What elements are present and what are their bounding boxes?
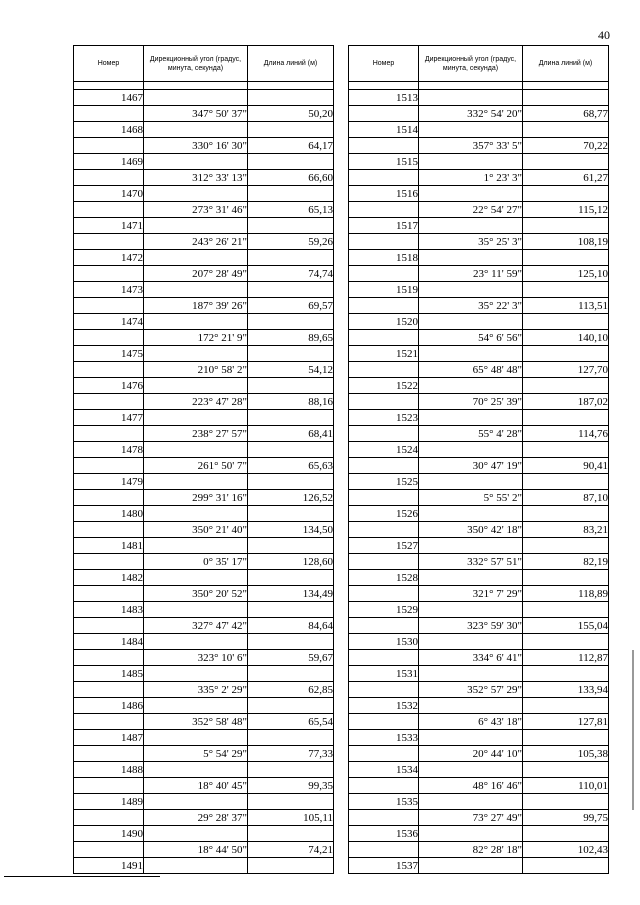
direction-angle: 5° 54' 29" xyxy=(144,746,248,762)
direction-angle: 48° 16' 46" xyxy=(419,778,523,794)
direction-angle: 223° 47' 28" xyxy=(144,394,248,410)
point-row xyxy=(349,442,609,458)
point-number: 1485 xyxy=(74,666,144,682)
line-length: 74,74 xyxy=(248,266,334,282)
direction-angle: 352° 58' 48" xyxy=(144,714,248,730)
line-length: 89,65 xyxy=(248,330,334,346)
direction-angle: 35° 25' 3" xyxy=(419,234,523,250)
point-row xyxy=(349,122,609,138)
direction-angle: 23° 11' 59" xyxy=(419,266,523,282)
line-length: 105,11 xyxy=(248,810,334,826)
segment-row xyxy=(74,234,334,250)
point-row xyxy=(349,474,609,490)
direction-angle: 350° 20' 52" xyxy=(144,586,248,602)
point-row xyxy=(349,666,609,682)
direction-angle: 30° 47' 19" xyxy=(419,458,523,474)
direction-angle: 238° 27' 57" xyxy=(144,426,248,442)
segment-row xyxy=(74,426,334,442)
point-number: 1517 xyxy=(349,218,419,234)
line-length: 133,94 xyxy=(523,682,609,698)
point-row xyxy=(349,602,609,618)
segment-row xyxy=(74,746,334,762)
point-number: 1525 xyxy=(349,474,419,490)
line-length: 69,57 xyxy=(248,298,334,314)
line-length: 112,87 xyxy=(523,650,609,666)
line-length: 88,16 xyxy=(248,394,334,410)
point-row xyxy=(74,186,334,202)
point-row xyxy=(74,698,334,714)
header-number: Номер xyxy=(74,46,144,82)
point-row xyxy=(74,666,334,682)
line-length: 61,27 xyxy=(523,170,609,186)
direction-angle: 327° 47' 42" xyxy=(144,618,248,634)
segment-row xyxy=(349,810,609,826)
direction-angle: 55° 4' 28" xyxy=(419,426,523,442)
segment-row xyxy=(74,554,334,570)
line-length: 128,60 xyxy=(248,554,334,570)
segment-row xyxy=(349,490,609,506)
point-row xyxy=(74,634,334,650)
footer-rule xyxy=(4,876,160,877)
point-number: 1524 xyxy=(349,442,419,458)
direction-angle: 261° 50' 7" xyxy=(144,458,248,474)
line-length: 82,19 xyxy=(523,554,609,570)
coordinates-table-right xyxy=(348,45,609,874)
spacer-row xyxy=(74,82,334,90)
point-row xyxy=(349,826,609,842)
segment-row xyxy=(74,202,334,218)
point-number: 1531 xyxy=(349,666,419,682)
segment-row xyxy=(349,298,609,314)
header-length: Длина линий (м) xyxy=(523,46,609,82)
direction-angle: 54° 6' 56" xyxy=(419,330,523,346)
point-number: 1480 xyxy=(74,506,144,522)
point-row xyxy=(349,570,609,586)
segment-row xyxy=(74,170,334,186)
line-length: 127,81 xyxy=(523,714,609,730)
line-length: 99,75 xyxy=(523,810,609,826)
line-length: 187,02 xyxy=(523,394,609,410)
point-number: 1519 xyxy=(349,282,419,298)
direction-angle: 330° 16' 30" xyxy=(144,138,248,154)
table-body-right xyxy=(349,82,609,874)
segment-row xyxy=(349,138,609,154)
point-row xyxy=(349,538,609,554)
line-length: 90,41 xyxy=(523,458,609,474)
segment-row xyxy=(74,618,334,634)
point-row xyxy=(74,378,334,394)
segment-row xyxy=(74,778,334,794)
point-number: 1530 xyxy=(349,634,419,650)
line-length: 125,10 xyxy=(523,266,609,282)
direction-angle: 70° 25' 39" xyxy=(419,394,523,410)
line-length: 65,63 xyxy=(248,458,334,474)
point-row xyxy=(349,698,609,714)
point-number: 1469 xyxy=(74,154,144,170)
point-row xyxy=(74,314,334,330)
direction-angle: 73° 27' 49" xyxy=(419,810,523,826)
segment-row xyxy=(349,106,609,122)
point-number: 1523 xyxy=(349,410,419,426)
direction-angle: 352° 57' 29" xyxy=(419,682,523,698)
segment-row xyxy=(74,682,334,698)
line-length: 84,64 xyxy=(248,618,334,634)
line-length: 87,10 xyxy=(523,490,609,506)
line-length: 127,70 xyxy=(523,362,609,378)
segment-row xyxy=(74,842,334,858)
point-number: 1527 xyxy=(349,538,419,554)
table-body-left xyxy=(74,82,334,874)
point-number: 1484 xyxy=(74,634,144,650)
point-row xyxy=(349,506,609,522)
direction-angle: 357° 33' 5" xyxy=(419,138,523,154)
segment-row xyxy=(74,362,334,378)
direction-angle: 332° 54' 20" xyxy=(419,106,523,122)
point-row xyxy=(74,346,334,362)
point-number: 1472 xyxy=(74,250,144,266)
line-length: 114,76 xyxy=(523,426,609,442)
segment-row xyxy=(74,586,334,602)
point-number: 1522 xyxy=(349,378,419,394)
line-length: 155,04 xyxy=(523,618,609,634)
direction-angle: 312° 33' 13" xyxy=(144,170,248,186)
point-number: 1535 xyxy=(349,794,419,810)
scan-edge-mark xyxy=(632,650,634,810)
line-length: 115,12 xyxy=(523,202,609,218)
line-length: 126,52 xyxy=(248,490,334,506)
line-length: 105,38 xyxy=(523,746,609,762)
point-row xyxy=(74,90,334,106)
point-number: 1515 xyxy=(349,154,419,170)
direction-angle: 243° 26' 21" xyxy=(144,234,248,250)
point-row xyxy=(349,762,609,778)
direction-angle: 210° 58' 2" xyxy=(144,362,248,378)
point-number: 1467 xyxy=(74,90,144,106)
point-row xyxy=(74,474,334,490)
point-number: 1514 xyxy=(349,122,419,138)
direction-angle: 5° 55' 2" xyxy=(419,490,523,506)
point-row xyxy=(74,506,334,522)
segment-row xyxy=(74,394,334,410)
point-number: 1487 xyxy=(74,730,144,746)
line-length: 83,21 xyxy=(523,522,609,538)
point-number: 1534 xyxy=(349,762,419,778)
segment-row xyxy=(74,138,334,154)
point-row xyxy=(74,730,334,746)
segment-row xyxy=(349,170,609,186)
segment-row xyxy=(349,714,609,730)
direction-angle: 82° 28' 18" xyxy=(419,842,523,858)
segment-row xyxy=(349,618,609,634)
point-number: 1482 xyxy=(74,570,144,586)
segment-row xyxy=(349,394,609,410)
segment-row xyxy=(74,330,334,346)
segment-row xyxy=(74,650,334,666)
point-number: 1486 xyxy=(74,698,144,714)
point-row xyxy=(349,858,609,874)
point-row xyxy=(74,538,334,554)
point-number: 1468 xyxy=(74,122,144,138)
point-row xyxy=(349,378,609,394)
segment-row xyxy=(349,202,609,218)
direction-angle: 321° 7' 29" xyxy=(419,586,523,602)
direction-angle: 323° 10' 6" xyxy=(144,650,248,666)
point-number: 1478 xyxy=(74,442,144,458)
segment-row xyxy=(349,330,609,346)
segment-row xyxy=(74,458,334,474)
line-length: 113,51 xyxy=(523,298,609,314)
segment-row xyxy=(74,298,334,314)
line-length: 50,20 xyxy=(248,106,334,122)
segment-row xyxy=(74,810,334,826)
direction-angle: 207° 28' 49" xyxy=(144,266,248,282)
segment-row xyxy=(74,522,334,538)
direction-angle: 332° 57' 51" xyxy=(419,554,523,570)
spacer-row xyxy=(349,82,609,90)
segment-row xyxy=(349,234,609,250)
direction-angle: 18° 40' 45" xyxy=(144,778,248,794)
point-row xyxy=(349,90,609,106)
point-number: 1533 xyxy=(349,730,419,746)
header-angle: Дирекционный угол (градус, минута, секунда) xyxy=(144,46,248,82)
direction-angle: 172° 21' 9" xyxy=(144,330,248,346)
direction-angle: 1° 23' 3" xyxy=(419,170,523,186)
point-number: 1520 xyxy=(349,314,419,330)
point-row xyxy=(349,730,609,746)
line-length: 74,21 xyxy=(248,842,334,858)
segment-row xyxy=(349,842,609,858)
line-length: 62,85 xyxy=(248,682,334,698)
segment-row xyxy=(349,266,609,282)
line-length: 70,22 xyxy=(523,138,609,154)
point-row xyxy=(74,154,334,170)
direction-angle: 29° 28' 37" xyxy=(144,810,248,826)
point-number: 1532 xyxy=(349,698,419,714)
point-number: 1489 xyxy=(74,794,144,810)
point-row xyxy=(349,314,609,330)
line-length: 64,17 xyxy=(248,138,334,154)
point-number: 1537 xyxy=(349,858,419,874)
direction-angle: 323° 59' 30" xyxy=(419,618,523,634)
segment-row xyxy=(349,586,609,602)
point-row xyxy=(74,602,334,618)
line-length: 54,12 xyxy=(248,362,334,378)
point-row xyxy=(74,826,334,842)
point-number: 1473 xyxy=(74,282,144,298)
direction-angle: 335° 2' 29" xyxy=(144,682,248,698)
direction-angle: 350° 42' 18" xyxy=(419,522,523,538)
line-length: 110,01 xyxy=(523,778,609,794)
direction-angle: 334° 6' 41" xyxy=(419,650,523,666)
point-number: 1474 xyxy=(74,314,144,330)
point-row xyxy=(74,794,334,810)
point-number: 1513 xyxy=(349,90,419,106)
direction-angle: 65° 48' 48" xyxy=(419,362,523,378)
header-angle: Дирекционный угол (градус, минута, секунда) xyxy=(419,46,523,82)
point-number: 1477 xyxy=(74,410,144,426)
point-number: 1488 xyxy=(74,762,144,778)
header-length: Длина линий (м) xyxy=(248,46,334,82)
line-length: 108,19 xyxy=(523,234,609,250)
point-row xyxy=(349,186,609,202)
line-length: 65,13 xyxy=(248,202,334,218)
point-row xyxy=(74,122,334,138)
point-number: 1481 xyxy=(74,538,144,554)
point-number: 1526 xyxy=(349,506,419,522)
segment-row xyxy=(74,266,334,282)
direction-angle: 6° 43' 18" xyxy=(419,714,523,730)
point-number: 1479 xyxy=(74,474,144,490)
line-length: 65,54 xyxy=(248,714,334,730)
point-row xyxy=(74,858,334,874)
point-row xyxy=(349,794,609,810)
segment-row xyxy=(349,554,609,570)
segment-row xyxy=(74,714,334,730)
point-number: 1475 xyxy=(74,346,144,362)
point-number: 1471 xyxy=(74,218,144,234)
point-number: 1521 xyxy=(349,346,419,362)
point-row xyxy=(74,762,334,778)
line-length: 99,35 xyxy=(248,778,334,794)
point-number: 1491 xyxy=(74,858,144,874)
segment-row xyxy=(349,682,609,698)
line-length: 68,77 xyxy=(523,106,609,122)
direction-angle: 18° 44' 50" xyxy=(144,842,248,858)
page-number: 40 xyxy=(598,28,610,42)
line-length: 59,26 xyxy=(248,234,334,250)
point-row xyxy=(349,218,609,234)
line-length: 134,49 xyxy=(248,586,334,602)
header-number: Номер xyxy=(349,46,419,82)
point-row xyxy=(349,346,609,362)
direction-angle: 0° 35' 17" xyxy=(144,554,248,570)
point-row xyxy=(349,282,609,298)
point-number: 1529 xyxy=(349,602,419,618)
segment-row xyxy=(74,490,334,506)
point-row xyxy=(349,410,609,426)
coordinates-table-left xyxy=(73,45,334,874)
point-row xyxy=(74,570,334,586)
point-number: 1518 xyxy=(349,250,419,266)
line-length: 140,10 xyxy=(523,330,609,346)
direction-angle: 347° 50' 37" xyxy=(144,106,248,122)
segment-row xyxy=(74,106,334,122)
point-number: 1483 xyxy=(74,602,144,618)
direction-angle: 20° 44' 10" xyxy=(419,746,523,762)
line-length: 77,33 xyxy=(248,746,334,762)
line-length: 134,50 xyxy=(248,522,334,538)
line-length: 66,60 xyxy=(248,170,334,186)
segment-row xyxy=(349,458,609,474)
segment-row xyxy=(349,650,609,666)
line-length: 68,41 xyxy=(248,426,334,442)
direction-angle: 299° 31' 16" xyxy=(144,490,248,506)
point-number: 1476 xyxy=(74,378,144,394)
point-number: 1490 xyxy=(74,826,144,842)
point-number: 1470 xyxy=(74,186,144,202)
segment-row xyxy=(349,522,609,538)
line-length: 59,67 xyxy=(248,650,334,666)
point-row xyxy=(349,634,609,650)
direction-angle: 273° 31' 46" xyxy=(144,202,248,218)
point-number: 1528 xyxy=(349,570,419,586)
segment-row xyxy=(349,746,609,762)
direction-angle: 35° 22' 3" xyxy=(419,298,523,314)
line-length: 102,43 xyxy=(523,842,609,858)
point-row xyxy=(74,218,334,234)
point-row xyxy=(74,250,334,266)
direction-angle: 350° 21' 40" xyxy=(144,522,248,538)
point-row xyxy=(74,442,334,458)
line-length: 118,89 xyxy=(523,586,609,602)
point-row xyxy=(74,410,334,426)
point-row xyxy=(349,154,609,170)
direction-angle: 187° 39' 26" xyxy=(144,298,248,314)
segment-row xyxy=(349,426,609,442)
point-number: 1536 xyxy=(349,826,419,842)
point-row xyxy=(74,282,334,298)
segment-row xyxy=(349,362,609,378)
point-row xyxy=(349,250,609,266)
segment-row xyxy=(349,778,609,794)
direction-angle: 22° 54' 27" xyxy=(419,202,523,218)
point-number: 1516 xyxy=(349,186,419,202)
